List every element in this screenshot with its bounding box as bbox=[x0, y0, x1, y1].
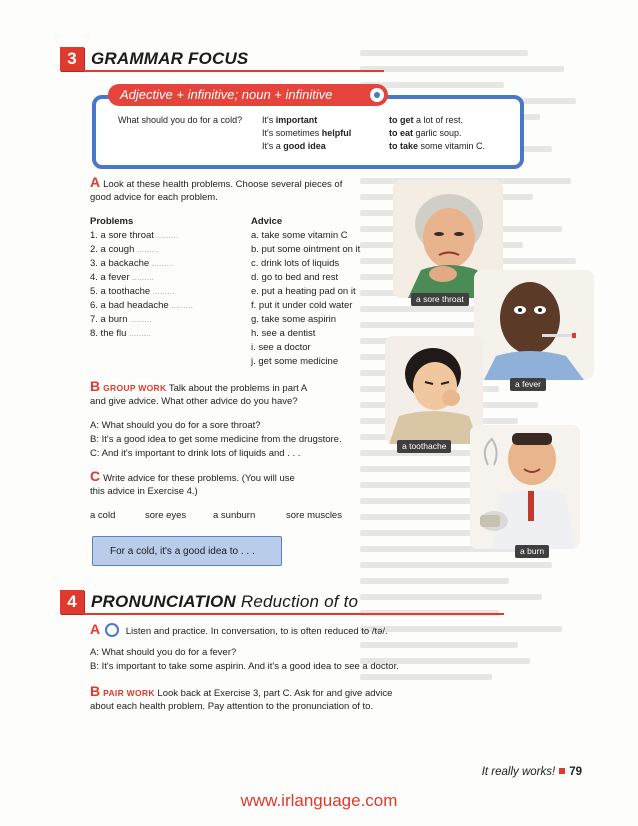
part-letter-c: C bbox=[90, 468, 101, 484]
grammar-banner-text: Adjective + infinitive; noun + infinitive bbox=[120, 87, 333, 102]
section-number-3: 3 bbox=[60, 47, 84, 71]
problem-item: 3. a backache ......... bbox=[90, 258, 174, 269]
problem-item: 4. a fever ......... bbox=[90, 272, 155, 283]
toothache-illustration bbox=[385, 336, 483, 444]
section-rule bbox=[84, 613, 504, 615]
advice-item: j. get some medicine bbox=[251, 356, 339, 367]
section-number-4: 4 bbox=[60, 590, 84, 614]
advice-header: Advice bbox=[251, 216, 283, 227]
grammar-col3-row1: to get a lot of rest. bbox=[389, 115, 464, 125]
part-b-instruction: BGROUP WORK Talk about the problems in part A and give advice. What other advice do you have? bbox=[90, 378, 308, 407]
part-letter-a: A bbox=[90, 174, 101, 190]
advice-item: a. take some vitamin C bbox=[251, 230, 348, 241]
part-letter-b: B bbox=[90, 378, 101, 394]
part-a-instruction: A Look at these health problems. Choose several pieces of good advice for each problem. bbox=[90, 174, 343, 203]
problems-header: Problems bbox=[90, 216, 134, 227]
pronunciation-part-a-instruction: A Listen and practice. In conversation, to is often reduced to /tə/. bbox=[90, 621, 388, 637]
audio-icon[interactable] bbox=[105, 623, 119, 637]
problem-item: 7. a burn ......... bbox=[90, 314, 153, 325]
caption-toothache: a toothache bbox=[397, 440, 451, 453]
problem-item: 8. the flu ......... bbox=[90, 328, 152, 339]
advice-item: c. drink lots of liquids bbox=[251, 258, 340, 269]
grammar-question: What should you do for a cold? bbox=[118, 115, 243, 125]
advice-item: e. put a heating pad on it bbox=[251, 286, 356, 297]
part-letter-b: B bbox=[90, 683, 101, 699]
problem-chip: a cold bbox=[90, 510, 116, 521]
part-c-instruction: C Write advice for these problems. (You will use this advice in Exercise 4.) bbox=[90, 468, 295, 497]
section-rule bbox=[84, 70, 384, 72]
advice-item: h. see a dentist bbox=[251, 328, 316, 339]
problem-chip: sore muscles bbox=[286, 510, 342, 521]
section-subtitle: Reduction of to bbox=[240, 592, 359, 611]
grammar-col2-row3: It's a good idea bbox=[262, 141, 326, 151]
section-title-grammar-focus: GRAMMAR FOCUS bbox=[91, 49, 249, 68]
burn-illustration bbox=[470, 425, 580, 549]
dialogue-line: C: And it's important to drink lots of liquids and . . . bbox=[90, 448, 301, 459]
dialogue-line: A: What should you do for a sore throat? bbox=[90, 420, 261, 431]
page-number: 79 bbox=[569, 766, 582, 778]
problem-chip: sore eyes bbox=[145, 510, 187, 521]
problem-item: 2. a cough ......... bbox=[90, 244, 160, 255]
caption-sore-throat: a sore throat bbox=[411, 293, 469, 306]
pronunciation-line: B: It's important to take some aspirin. And it's a good idea to see a doctor. bbox=[90, 661, 399, 672]
caption-burn: a burn bbox=[515, 545, 549, 558]
part-letter-a: A bbox=[90, 621, 101, 637]
footer-square-icon bbox=[559, 768, 565, 774]
group-work-tag: GROUP WORK bbox=[103, 383, 167, 393]
caption-fever: a fever bbox=[510, 378, 546, 391]
dialogue-line: B: It's a good idea to get some medicine from the drugstore. bbox=[90, 434, 342, 445]
section-title-pronunciation: PRONUNCIATION Reduction of to bbox=[91, 592, 359, 611]
grammar-col2-row2: It's sometimes helpful bbox=[262, 128, 352, 138]
watermark-url[interactable]: www.irlanguage.com bbox=[240, 791, 398, 810]
problem-chip: a sunburn bbox=[213, 510, 256, 521]
advice-item: i. see a doctor bbox=[251, 342, 311, 353]
problem-item: 1. a sore throat ......... bbox=[90, 230, 179, 241]
grammar-col3-row2: to eat garlic soup. bbox=[389, 128, 462, 138]
problem-item: 5. a toothache ......... bbox=[90, 286, 175, 297]
advice-item: b. put some ointment on it bbox=[251, 244, 361, 255]
advice-item: g. take some aspirin bbox=[251, 314, 337, 325]
pronunciation-line: A: What should you do for a fever? bbox=[90, 647, 237, 658]
pair-work-tag: PAIR WORK bbox=[103, 688, 155, 698]
advice-item: f. put it under cold water bbox=[251, 300, 353, 311]
fever-illustration bbox=[474, 270, 594, 380]
grammar-banner bbox=[108, 84, 388, 106]
running-title: It really works! bbox=[481, 766, 556, 778]
problem-item: 6. a bad headache ......... bbox=[90, 300, 194, 311]
grammar-col2-row1: It's important bbox=[262, 115, 318, 125]
example-answer-box[interactable]: For a cold, it's a good idea to . . . bbox=[92, 536, 282, 566]
grammar-col3-row3: to take some vitamin C. bbox=[389, 141, 486, 151]
audio-icon[interactable] bbox=[370, 88, 384, 102]
pronunciation-part-b-instruction: BPAIR WORK Look back at Exercise 3, part C. Ask for and give advice about each health problem. Pay attention to the pronunciation of to. bbox=[90, 683, 393, 712]
advice-item: d. go to bed and rest bbox=[251, 272, 339, 283]
page-footer bbox=[482, 766, 582, 778]
